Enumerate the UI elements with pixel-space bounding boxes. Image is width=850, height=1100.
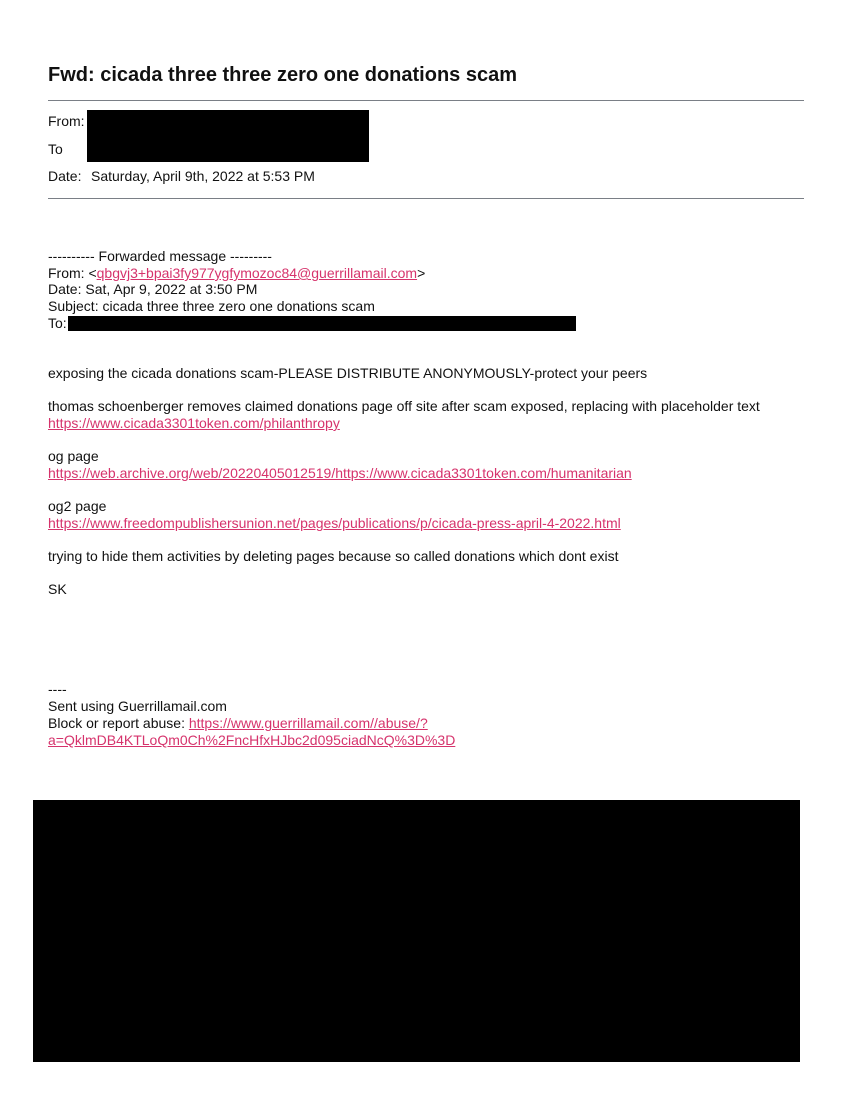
abuse-line-1 xyxy=(48,715,428,732)
redacted-to-recipient xyxy=(68,316,576,331)
to-label: To xyxy=(48,141,63,157)
footer-dashes: ---- xyxy=(48,681,67,697)
paragraph-2-text: og page xyxy=(48,448,99,464)
paragraph-3-text: og2 page xyxy=(48,498,107,514)
forwarded-from-suffix: > xyxy=(417,265,426,281)
abuse-link-part-2[interactable]: a=QklmDB4KTLoQm0Ch%2FncHfxHJbc2d095ciadNcQ%3D%3D xyxy=(48,732,456,748)
philanthropy-link[interactable]: https://www.cicada3301token.com/philanthropy xyxy=(48,415,340,431)
redacted-block-large xyxy=(33,800,800,1062)
forwarded-from-email-link[interactable]: qbgvj3+bpai3fy977ygfymozoc84@guerrillamail.com xyxy=(96,265,418,281)
forwarded-separator: ---------- Forwarded message --------- xyxy=(48,248,272,264)
date-value: Saturday, April 9th, 2022 at 5:53 PM xyxy=(91,168,315,184)
redacted-from-to-block xyxy=(87,110,369,162)
header-divider-top xyxy=(48,100,804,101)
paragraph-1-text: thomas schoenberger removes claimed donations page off site after scam exposed, replacing with placeholder text xyxy=(48,398,760,414)
header-divider-bottom xyxy=(48,198,804,199)
paragraph-4-text: trying to hide them activities by deleting pages because so called donations which dont exist xyxy=(48,548,619,564)
archive-link[interactable]: https://web.archive.org/web/20220405012519/https://www.cicada3301token.com/humanitarian xyxy=(48,465,632,481)
forwarded-from-prefix: From: < xyxy=(48,265,97,281)
signature: SK xyxy=(48,581,67,597)
from-label: From: xyxy=(48,113,85,129)
abuse-label: Block or report abuse: xyxy=(48,715,189,731)
forwarded-subject-line: Subject: cicada three three zero one donations scam xyxy=(48,298,375,314)
forwarded-to-label: To: xyxy=(48,315,67,331)
abuse-link-part-1[interactable]: https://www.guerrillamail.com//abuse/? xyxy=(188,715,428,731)
forwarded-date-line: Date: Sat, Apr 9, 2022 at 3:50 PM xyxy=(48,281,258,297)
date-label: Date: xyxy=(48,168,82,184)
message-intro: exposing the cicada donations scam-PLEASE DISTRIBUTE ANONYMOUSLY-protect your peers xyxy=(48,365,648,381)
sent-using-text: Sent using Guerrillamail.com xyxy=(48,698,227,714)
freedom-publishers-link[interactable]: https://www.freedompublishersunion.net/pages/publications/p/cicada-press-april-4-2022.html xyxy=(48,515,621,531)
email-subject-title: Fwd: cicada three three zero one donations scam xyxy=(48,64,518,86)
forwarded-from-line xyxy=(48,265,425,282)
